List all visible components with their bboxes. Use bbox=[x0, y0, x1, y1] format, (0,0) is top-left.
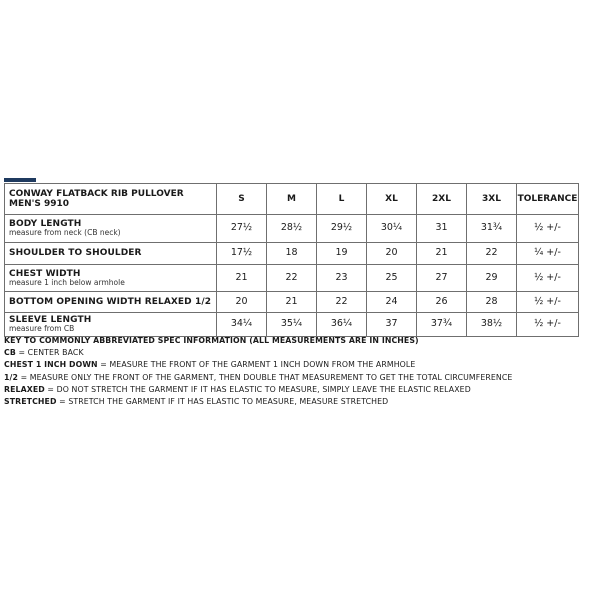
row-sublabel: measure from CB bbox=[9, 324, 75, 334]
row-label-cell bbox=[5, 243, 217, 265]
cell-2xl: 37¾ bbox=[417, 313, 467, 337]
key-term: 1/2 bbox=[4, 372, 18, 382]
style-number: MEN'S 9910 bbox=[9, 199, 70, 209]
key-item bbox=[4, 372, 584, 384]
cell-xl: 24 bbox=[367, 292, 417, 313]
key-definition: = CENTER BACK bbox=[15, 348, 84, 358]
column-header-xl: XL bbox=[367, 184, 417, 215]
row-label: BOTTOM OPENING WIDTH RELAXED 1/2 bbox=[9, 296, 212, 307]
key-definition: = DO NOT STRETCH THE GARMENT IF IT HAS ELASTIC TO MEASURE, SIMPLY LEAVE THE ELASTIC RELAXED bbox=[44, 384, 471, 394]
product-name: CONWAY FLATBACK RIB PULLOVER bbox=[9, 188, 184, 199]
key-term: CHEST 1 INCH DOWN bbox=[4, 360, 98, 370]
key-item bbox=[4, 396, 584, 408]
abbreviation-key bbox=[4, 335, 584, 408]
row-label: SHOULDER TO SHOULDER bbox=[9, 248, 142, 259]
cell-l: 22 bbox=[317, 292, 367, 313]
cell-s: 21 bbox=[217, 265, 267, 292]
cell-3xl: 38½ bbox=[467, 313, 517, 337]
key-title: KEY TO COMMONLY ABBREVIATED SPEC INFORMATION (ALL MEASUREMENTS ARE IN INCHES) bbox=[4, 336, 419, 345]
row-label: SLEEVE LENGTH bbox=[9, 315, 92, 326]
key-term: STRETCHED bbox=[4, 397, 57, 407]
cell-s: 34¼ bbox=[217, 313, 267, 337]
key-term: RELAXED bbox=[4, 384, 45, 394]
cell-s: 27½ bbox=[217, 215, 267, 243]
row-label-cell bbox=[5, 265, 217, 292]
key-item bbox=[4, 384, 584, 396]
row-label-cell bbox=[5, 292, 217, 313]
cell-l: 29½ bbox=[317, 215, 367, 243]
cell-3xl: 28 bbox=[467, 292, 517, 313]
cell-m: 18 bbox=[267, 243, 317, 265]
column-header-2xl: 2XL bbox=[417, 184, 467, 215]
cell-m: 21 bbox=[267, 292, 317, 313]
table-row bbox=[5, 243, 579, 265]
accent-bar bbox=[4, 178, 36, 182]
cell-2xl: 26 bbox=[417, 292, 467, 313]
column-header-m: M bbox=[267, 184, 317, 215]
cell-tolerance: ½ +/- bbox=[517, 292, 579, 313]
table-title bbox=[5, 184, 217, 215]
key-item bbox=[4, 359, 584, 371]
column-header-s: S bbox=[217, 184, 267, 215]
table-row bbox=[5, 215, 579, 243]
cell-l: 19 bbox=[317, 243, 367, 265]
row-sublabel: measure 1 inch below armhole bbox=[9, 277, 125, 287]
row-label: BODY LENGTH bbox=[9, 219, 82, 230]
table-row bbox=[5, 265, 579, 292]
size-spec-table bbox=[4, 183, 579, 337]
cell-2xl: 31 bbox=[417, 215, 467, 243]
cell-tolerance: ¼ +/- bbox=[517, 243, 579, 265]
key-definition: = MEASURE ONLY THE FRONT OF THE GARMENT, THEN DOUBLE THAT MEASUREMENT TO GET THE TOTAL CIRCUMFERENCE bbox=[18, 372, 513, 382]
cell-s: 17½ bbox=[217, 243, 267, 265]
row-label-cell bbox=[5, 215, 217, 243]
key-item bbox=[4, 347, 584, 359]
cell-s: 20 bbox=[217, 292, 267, 313]
cell-xl: 30¼ bbox=[367, 215, 417, 243]
key-term: CB bbox=[4, 348, 16, 358]
cell-xl: 37 bbox=[367, 313, 417, 337]
cell-tolerance: ½ +/- bbox=[517, 265, 579, 292]
row-label: CHEST WIDTH bbox=[9, 268, 81, 279]
table-row bbox=[5, 313, 579, 337]
cell-2xl: 27 bbox=[417, 265, 467, 292]
cell-2xl: 21 bbox=[417, 243, 467, 265]
cell-m: 28½ bbox=[267, 215, 317, 243]
cell-xl: 20 bbox=[367, 243, 417, 265]
cell-l: 36¼ bbox=[317, 313, 367, 337]
key-definition: = STRETCH THE GARMENT IF IT HAS ELASTIC TO MEASURE, MEASURE STRETCHED bbox=[56, 397, 389, 407]
cell-tolerance: ½ +/- bbox=[517, 313, 579, 337]
key-definition: = MEASURE THE FRONT OF THE GARMENT 1 INCH DOWN FROM THE ARMHOLE bbox=[97, 360, 416, 370]
column-header-tolerance: TOLERANCE bbox=[517, 184, 579, 215]
table-row bbox=[5, 292, 579, 313]
cell-xl: 25 bbox=[367, 265, 417, 292]
cell-3xl: 29 bbox=[467, 265, 517, 292]
table-header-row bbox=[5, 184, 579, 215]
cell-3xl: 31¾ bbox=[467, 215, 517, 243]
cell-tolerance: ½ +/- bbox=[517, 215, 579, 243]
cell-m: 22 bbox=[267, 265, 317, 292]
row-sublabel: measure from neck (CB neck) bbox=[9, 228, 121, 238]
column-header-l: L bbox=[317, 184, 367, 215]
column-header-3xl: 3XL bbox=[467, 184, 517, 215]
cell-l: 23 bbox=[317, 265, 367, 292]
cell-3xl: 22 bbox=[467, 243, 517, 265]
cell-m: 35¼ bbox=[267, 313, 317, 337]
row-label-cell bbox=[5, 313, 217, 337]
